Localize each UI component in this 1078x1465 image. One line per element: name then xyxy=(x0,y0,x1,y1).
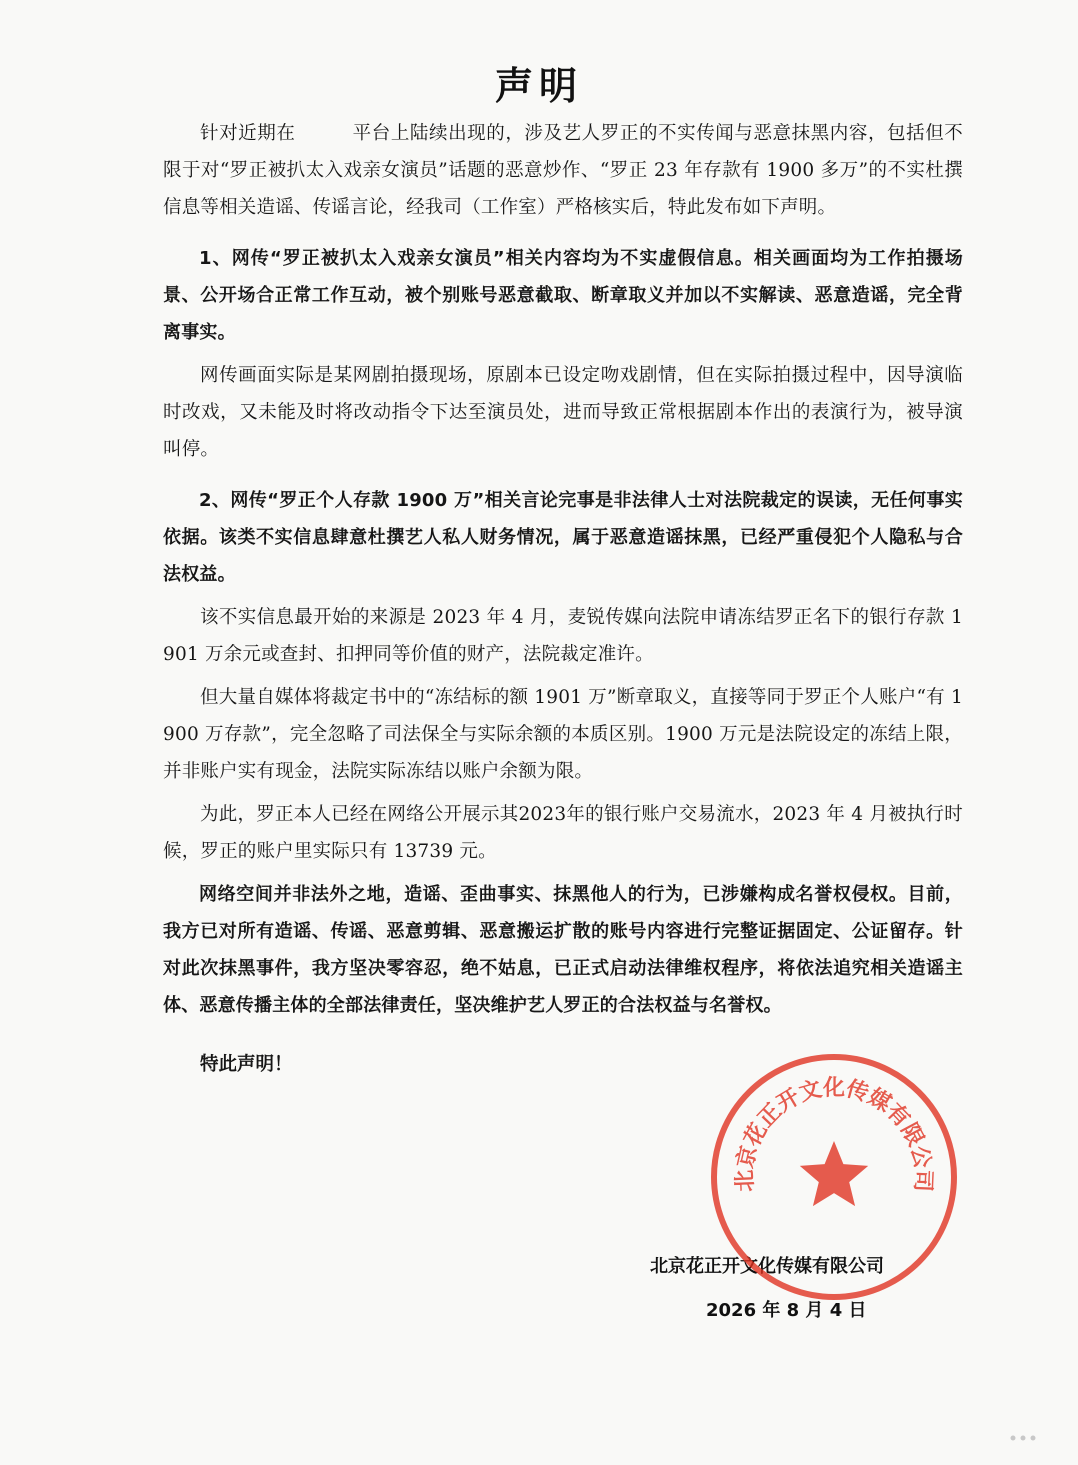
paragraph-point-1: 1、网传“罗正被扒太入戏亲女演员”相关内容均为不实虚假信息。相关画面均为工作拍摄场景、公开场合正常工作互动，被个别账号恶意截取、断章取义并加以不实解读、恶意造谣，完全背离事实。 xyxy=(163,248,963,343)
more-options-icon[interactable] xyxy=(1008,1431,1038,1445)
seal-text: 北京花正开文化传媒有限公司 xyxy=(732,1076,936,1193)
paragraph-point-2: 2、网传“罗正个人存款 1900 万”相关言论完事是非法律人士对法院裁定的误读，无任何事实依据。该类不实信息肆意杜撰艺人私人财务情况，属于恶意造谣抹黑，已经严重侵犯个人隐私与合法权益。 xyxy=(163,490,963,585)
document-title: 声明 xyxy=(494,64,583,108)
closing-line: 特此声明！ xyxy=(200,1054,293,1075)
paragraph-point-2-source: 该不实信息最开始的来源是 2023 年 4 月，麦锐传媒向法院申请冻结罗正名下的银行存款 1901 万余元或查封、扣押同等价值的财产，法院裁定准许。 xyxy=(163,607,963,665)
paragraph-intro: 针对近期在 平台上陆续出现的，涉及艺人罗正的不实传闻与恶意抹黑内容，包括但不限于对“罗正被扒太入戏亲女演员”话题的恶意炒作、“罗正 23 年存款有 1900 多万”的不实杜撰信息等相关造谣、传谣言论，经我司（工作室）严格核实后，特此发布如下声明。 xyxy=(163,123,963,218)
signer-company: 北京花正开文化传媒有限公司 xyxy=(650,1256,884,1277)
paragraph-point-1-detail: 网传画面实际是某网剧拍摄现场，原剧本已设定吻戏剧情，但在实际拍摄过程中，因导演临时改戏，又未能及时将改动指令下达至演员处，进而导致正常根据剧本作出的表演行为，被导演叫停。 xyxy=(163,365,963,460)
paragraph-point-2-misread: 但大量自媒体将裁定书中的“冻结标的额 1901 万”断章取义，直接等同于罗正个人账户“有 1900 万存款”，完全忽略了司法保全与实际余额的本质区别。1900 万元是法院设定的冻结上限，并非账户实有现金，法院实际冻结以账户余额为限。 xyxy=(163,687,963,782)
signature-date: 2026 年 8 月 4 日 xyxy=(706,1300,867,1321)
seal-star-icon xyxy=(800,1141,868,1206)
document-body xyxy=(163,115,963,1083)
paragraph-point-2-evidence: 为此，罗正本人已经在网络公开展示其2023年的银行账户交易流水，2023 年 4 月被执行时候，罗正的账户里实际只有 13739 元。 xyxy=(163,804,963,862)
paragraph-legal-action: 网络空间并非法外之地，造谣、歪曲事实、抹黑他人的行为，已涉嫌构成名誉权侵权。目前，我方已对所有造谣、传谣、恶意剪辑、恶意搬运扩散的账号内容进行完整证据固定、公证留存。针对此次抹黑事件，我方坚决零容忍，绝不姑息，已正式启动法律维权程序，将依法追究相关造谣主体、恶意传播主体的全部法律责任，坚决维护艺人罗正的合法权益与名誉权。 xyxy=(163,884,963,1016)
